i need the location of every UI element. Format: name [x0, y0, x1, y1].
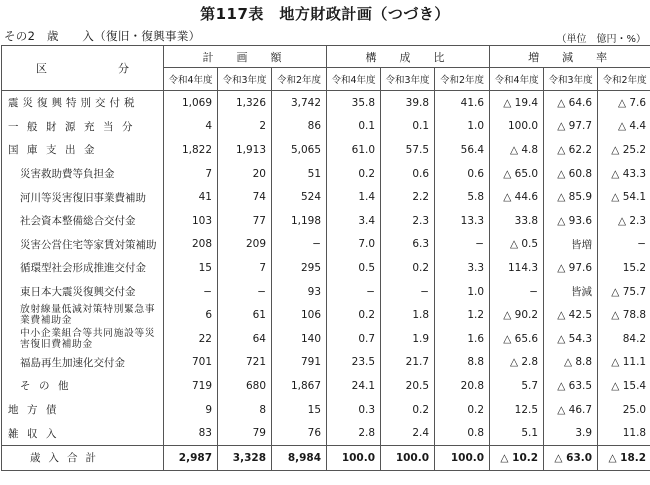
cell-value: 22	[164, 327, 218, 351]
row-label: 一般財源充当分	[2, 115, 164, 139]
cell-value: 3.9	[544, 421, 598, 445]
cell-value: 295	[272, 256, 327, 280]
unit-label: （単位 億円・%）	[556, 34, 646, 45]
cell-value: △ 18.2	[598, 445, 650, 470]
header-year: 令和4年度	[327, 68, 381, 91]
cell-value: −	[218, 280, 272, 304]
cell-value: △ 8.8	[544, 351, 598, 375]
row-label: 放射線量低減対策特別緊急事業費補助金	[2, 303, 164, 327]
cell-value: △ 46.7	[544, 398, 598, 422]
cell-value: 74	[218, 185, 272, 209]
cell-value: 1.4	[327, 185, 381, 209]
cell-value: 9	[164, 398, 218, 422]
cell-value: △ 2.3	[598, 209, 650, 233]
cell-value: △ 65.6	[490, 327, 544, 351]
cell-value: 1,867	[272, 374, 327, 398]
cell-value: 57.5	[381, 138, 435, 162]
cell-value: △ 43.3	[598, 162, 650, 186]
cell-value: 5,065	[272, 138, 327, 162]
cell-value: 皆減	[544, 280, 598, 304]
cell-value: 6.3	[381, 233, 435, 257]
cell-value: 56.4	[435, 138, 490, 162]
cell-value: 20.8	[435, 374, 490, 398]
cell-value: 3.4	[327, 209, 381, 233]
cell-value: △ 60.8	[544, 162, 598, 186]
cell-value: 1,326	[218, 91, 272, 115]
cell-value: 208	[164, 233, 218, 257]
header-year: 令和2年度	[598, 68, 650, 91]
cell-value: 93	[272, 280, 327, 304]
cell-value: 103	[164, 209, 218, 233]
cell-value: △ 75.7	[598, 280, 650, 304]
cell-value: △ 19.4	[490, 91, 544, 115]
row-label: 歳入合計	[2, 445, 164, 470]
cell-value: △ 62.2	[544, 138, 598, 162]
cell-value: △ 0.5	[490, 233, 544, 257]
row-label: 地方債	[2, 398, 164, 422]
cell-value: 1,822	[164, 138, 218, 162]
cell-value: 51	[272, 162, 327, 186]
cell-value: 0.2	[327, 303, 381, 327]
cell-value: 5.7	[490, 374, 544, 398]
row-label: 福島再生加速化交付金	[2, 351, 164, 375]
cell-value: △ 44.6	[490, 185, 544, 209]
cell-value: 76	[272, 421, 327, 445]
header-year: 令和4年度	[490, 68, 544, 91]
cell-value: △ 54.3	[544, 327, 598, 351]
header-change-rate: 増 減 率	[490, 46, 650, 68]
cell-value: 79	[218, 421, 272, 445]
cell-value: −	[164, 280, 218, 304]
cell-value: 721	[218, 351, 272, 375]
budget-table	[1, 45, 650, 471]
cell-value: △ 10.2	[490, 445, 544, 470]
table-row	[2, 280, 650, 304]
table-row	[2, 421, 650, 445]
cell-value: △ 11.1	[598, 351, 650, 375]
row-label: 社会資本整備総合交付金	[2, 209, 164, 233]
header-composition-ratio: 構 成 比	[327, 46, 490, 68]
cell-value: 1,069	[164, 91, 218, 115]
row-label: 国庫支出金	[2, 138, 164, 162]
cell-value: −	[598, 233, 650, 257]
cell-value: 100.0	[435, 445, 490, 470]
cell-value: 84.2	[598, 327, 650, 351]
table-row	[2, 256, 650, 280]
cell-value: △ 63.0	[544, 445, 598, 470]
cell-value: 114.3	[490, 256, 544, 280]
cell-value: 106	[272, 303, 327, 327]
cell-value: △ 78.8	[598, 303, 650, 327]
cell-value: 25.0	[598, 398, 650, 422]
cell-value: 3,742	[272, 91, 327, 115]
header-year: 令和3年度	[381, 68, 435, 91]
cell-value: 791	[272, 351, 327, 375]
cell-value: △ 64.6	[544, 91, 598, 115]
cell-value: 11.8	[598, 421, 650, 445]
cell-value: △ 93.6	[544, 209, 598, 233]
cell-value: 140	[272, 327, 327, 351]
cell-value: △ 90.2	[490, 303, 544, 327]
cell-value: 1.9	[381, 327, 435, 351]
cell-value: 2.2	[381, 185, 435, 209]
header-planned-amount: 計 画 額	[164, 46, 327, 68]
cell-value: 13.3	[435, 209, 490, 233]
cell-value: △ 65.0	[490, 162, 544, 186]
cell-value: 5.8	[435, 185, 490, 209]
cell-value: 83	[164, 421, 218, 445]
row-label: 災害救助費等負担金	[2, 162, 164, 186]
cell-value: △ 42.5	[544, 303, 598, 327]
cell-value: −	[490, 280, 544, 304]
cell-value: 33.8	[490, 209, 544, 233]
cell-value: 0.2	[435, 398, 490, 422]
cell-value: 1.8	[381, 303, 435, 327]
header-year: 令和2年度	[435, 68, 490, 91]
row-label: 雑収入	[2, 421, 164, 445]
row-label: 中小企業組合等共同施設等災害復旧費補助金	[2, 327, 164, 351]
row-label: 河川等災害復旧事業費補助	[2, 185, 164, 209]
table-row	[2, 91, 650, 115]
cell-value: 1,913	[218, 138, 272, 162]
cell-value: 6	[164, 303, 218, 327]
cell-value: 4	[164, 115, 218, 139]
cell-value: 0.7	[327, 327, 381, 351]
cell-value: 0.1	[327, 115, 381, 139]
cell-value: −	[272, 233, 327, 257]
cell-value: 100.0	[381, 445, 435, 470]
cell-value: 2.8	[327, 421, 381, 445]
cell-value: 0.2	[381, 398, 435, 422]
row-label: その他	[2, 374, 164, 398]
cell-value: 15	[272, 398, 327, 422]
cell-value: 719	[164, 374, 218, 398]
cell-value: 2.4	[381, 421, 435, 445]
cell-value: 2,987	[164, 445, 218, 470]
cell-value: 701	[164, 351, 218, 375]
header-year: 令和3年度	[218, 68, 272, 91]
table-row	[2, 233, 650, 257]
cell-value: 0.2	[327, 162, 381, 186]
cell-value: −	[327, 280, 381, 304]
cell-value: 0.6	[381, 162, 435, 186]
cell-value: 41.6	[435, 91, 490, 115]
cell-value: △ 85.9	[544, 185, 598, 209]
cell-value: 100.0	[327, 445, 381, 470]
row-label: 循環型社会形成推進交付金	[2, 256, 164, 280]
header-year: 令和4年度	[164, 68, 218, 91]
header-year: 令和2年度	[272, 68, 327, 91]
header-kubun: 区 分	[2, 46, 164, 91]
cell-value: 0.6	[435, 162, 490, 186]
table-row	[2, 209, 650, 233]
table-row	[2, 303, 650, 327]
table-row	[2, 398, 650, 422]
cell-value: 41	[164, 185, 218, 209]
cell-value: 20	[218, 162, 272, 186]
cell-value: 1,198	[272, 209, 327, 233]
cell-value: 5.1	[490, 421, 544, 445]
cell-value: 39.8	[381, 91, 435, 115]
cell-value: △ 25.2	[598, 138, 650, 162]
cell-value: 0.3	[327, 398, 381, 422]
cell-value: 15.2	[598, 256, 650, 280]
cell-value: 21.7	[381, 351, 435, 375]
cell-value: 209	[218, 233, 272, 257]
cell-value: 3,328	[218, 445, 272, 470]
cell-value: △ 2.8	[490, 351, 544, 375]
cell-value: 1.0	[435, 280, 490, 304]
cell-value: 0.2	[381, 256, 435, 280]
cell-value: 8.8	[435, 351, 490, 375]
cell-value: 0.1	[381, 115, 435, 139]
cell-value: 64	[218, 327, 272, 351]
cell-value: 61	[218, 303, 272, 327]
cell-value: 8,984	[272, 445, 327, 470]
table-row	[2, 374, 650, 398]
cell-value: △ 97.7	[544, 115, 598, 139]
cell-value: 100.0	[490, 115, 544, 139]
table-row	[2, 327, 650, 351]
row-label: 東日本大震災復興交付金	[2, 280, 164, 304]
page-title: 第117表 地方財政計画（つづき）	[200, 5, 450, 23]
cell-value: △ 4.8	[490, 138, 544, 162]
cell-value: 0.8	[435, 421, 490, 445]
total-row	[2, 445, 650, 470]
cell-value: 86	[272, 115, 327, 139]
cell-value: 61.0	[327, 138, 381, 162]
cell-value: 1.6	[435, 327, 490, 351]
cell-value: 0.5	[327, 256, 381, 280]
cell-value: 2	[218, 115, 272, 139]
cell-value: 20.5	[381, 374, 435, 398]
header-year: 令和3年度	[544, 68, 598, 91]
cell-value: △ 97.6	[544, 256, 598, 280]
cell-value: 7	[218, 256, 272, 280]
cell-value: 524	[272, 185, 327, 209]
cell-value: 皆増	[544, 233, 598, 257]
cell-value: 2.3	[381, 209, 435, 233]
table-row	[2, 138, 650, 162]
cell-value: 680	[218, 374, 272, 398]
table-subtitle: その2 歳 入（復旧・復興事業）	[4, 29, 201, 43]
cell-value: −	[381, 280, 435, 304]
cell-value: 24.1	[327, 374, 381, 398]
cell-value: 23.5	[327, 351, 381, 375]
row-label: 震災復興特別交付税	[2, 91, 164, 115]
cell-value: 3.3	[435, 256, 490, 280]
cell-value: △ 63.5	[544, 374, 598, 398]
row-label: 災害公営住宅等家賃対策補助	[2, 233, 164, 257]
cell-value: 1.0	[435, 115, 490, 139]
table-row	[2, 351, 650, 375]
cell-value: 12.5	[490, 398, 544, 422]
cell-value: △ 4.4	[598, 115, 650, 139]
cell-value: 77	[218, 209, 272, 233]
table-row	[2, 185, 650, 209]
cell-value: −	[435, 233, 490, 257]
cell-value: 7.0	[327, 233, 381, 257]
cell-value: 7	[164, 162, 218, 186]
cell-value: △ 15.4	[598, 374, 650, 398]
cell-value: 1.2	[435, 303, 490, 327]
cell-value: 8	[218, 398, 272, 422]
cell-value: 15	[164, 256, 218, 280]
cell-value: 35.8	[327, 91, 381, 115]
table-row	[2, 162, 650, 186]
cell-value: △ 54.1	[598, 185, 650, 209]
table-row	[2, 115, 650, 139]
table-body	[2, 91, 650, 471]
cell-value: △ 7.6	[598, 91, 650, 115]
